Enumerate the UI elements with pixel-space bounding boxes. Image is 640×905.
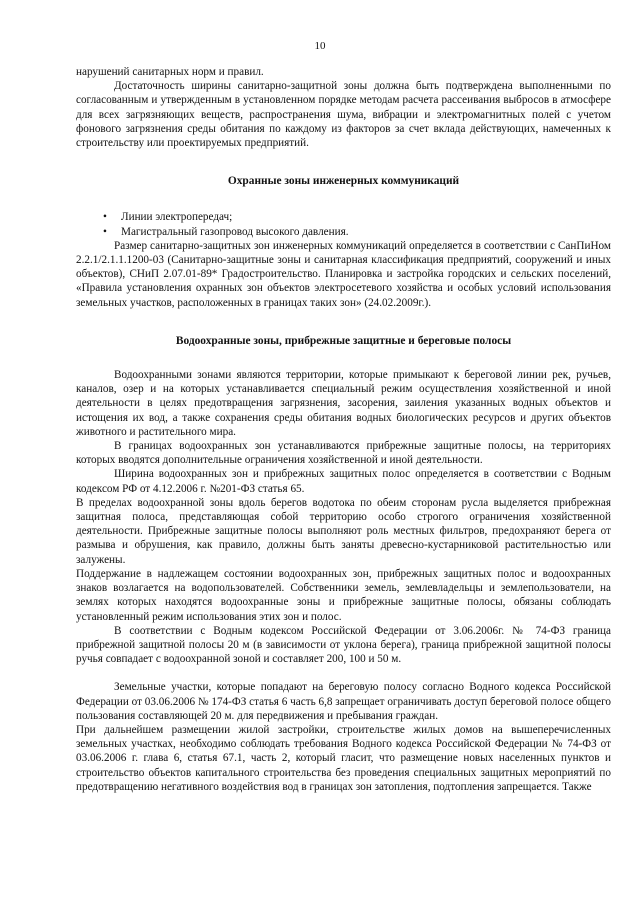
- bullet-icon: •: [103, 211, 107, 224]
- water-paragraph-1: Водоохранными зонами являются территории, которые примыкают к береговой линии рек, ручьев, каналов, озер и на которых устанавливается специальный режим осуществления хозяйственной и иной деятельности в целях предотвращения загрязнения, засорения, заиления указанных водных объектов и истощения их вод, а также сохранения среды обитания водных биологических ресурсов и других объектов животного и растительного мира.: [76, 369, 611, 438]
- intro-paragraph-2: Достаточность ширины санитарно-защитной зоны должна быть подтверждена выполненными по согласованным и утвержденным в установленном порядке методам расчета рассеивания выбросов в атмосфере для всех загрязняющих веществ, распространения шума, вибрации и электромагнитных полей с учетом фонового загрязнения среды обитания по каждому из факторов за счет вклада действующих, намеченных к строительству или проектируемых предприятий.: [76, 80, 611, 150]
- list-item-text: Линии электропередач;: [121, 211, 233, 224]
- section-heading-water-zones: Водоохранные зоны, прибрежные защитные и береговые полосы: [175, 334, 512, 347]
- water-paragraph-8: При дальнейшем размещении жилой застройки, строительстве жилых домов на вышеперечисленных земельных участках, необходимо соблюдать требования Водного кодекса Российской Федерации № 74-ФЗ от 03.06.2006 г. глава 6, статья 67.1, часть 2, который гласит, что размещение новых населенных пунктов и строительство объектов капитального строительства без проведения специальных защитных мероприятий по предотвращению негативного воздействия вод в границах зон затопления, подтопления запрещается. Также: [76, 723, 611, 793]
- page-content: [76, 65, 611, 794]
- water-paragraph-3: Ширина водоохранных зон и прибрежных защитных полос определяется в соответствии с Водным кодексом РФ от 4.12.2006 г. №201-ФЗ статья 65.: [76, 468, 611, 495]
- list-item: [76, 225, 611, 239]
- bullet-list: [76, 210, 611, 238]
- utility-zones-paragraph: Размер санитарно-защитных зон инженерных коммуникаций определяется в соответствии с СанПиНом 2.2.1/2.1.1.1200-03 (Санитарно-защитные зоны и санитарная классификация предприятий, сооружений и иных объектов), СНиП 2.07.01-89* Градостроительство. Планировка и застройка городских и сельских поселений, «Правила установления охранных зон объектов электросетевого хозяйства и особых условий использования земельных участков, расположенных в границах таких зон» (24.02.2009г.).: [76, 239, 611, 309]
- intro-paragraph-1: нарушений санитарных норм и правил.: [76, 66, 264, 78]
- page-number: 10: [314, 40, 326, 52]
- water-paragraph-7: Земельные участки, которые попадают на береговую полосу согласно Водного кодекса Российской Федерации от 03.06.2006 № 174-ФЗ статья 6 часть 6,8 запрещает ограничивать доступ береговой полосе общего пользования составляющей 20 м. для передвижения и пребывания граждан.: [76, 681, 611, 722]
- water-paragraph-4: В пределах водоохранной зоны вдоль берегов водотока по обеим сторонам русла выделяется прибрежная защитная полоса, представляющая собой территорию особо строгого ограничения хозяйственной деятельности. Прибрежные защитные полосы выполняют роль местных фильтров, предохраняют берега от размыва и обрушения, как правило, должны быть заняты древесно-кустарниковой растительностью или залужены.: [76, 496, 611, 566]
- list-item: [76, 210, 611, 224]
- list-item-text: Магистральный газопровод высокого давления.: [121, 225, 349, 238]
- water-paragraph-5: Поддержание в надлежащем состоянии водоохранных зон, прибрежных защитных полос и водоохранных знаков возлагается на водопользователей. Собственники земель, землевладельцы и землепользователи, на землях которых находятся водоохранные зоны и прибрежные защитные полосы, обязаны соблюдать установленный режим использования этих зон и полос.: [76, 567, 611, 623]
- bullet-icon: •: [103, 225, 107, 238]
- water-paragraph-6: В соответствии с Водным кодексом Российской Федерации от 3.06.2006г. № 74-ФЗ граница прибрежной защитной полосы 20 м (в зависимости от уклона берега), граница прибрежной защитной полосы ручья совпадает с водоохранной зоной и составляет 200, 100 и 50 м.: [76, 624, 611, 666]
- water-paragraph-2: В границах водоохранных зон устанавливаются прибрежные защитные полосы, на территориях которых вводятся дополнительные ограничения хозяйственной и иной деятельности.: [76, 440, 611, 467]
- section-heading-utility-zones: Охранные зоны инженерных коммуникаций: [227, 175, 460, 188]
